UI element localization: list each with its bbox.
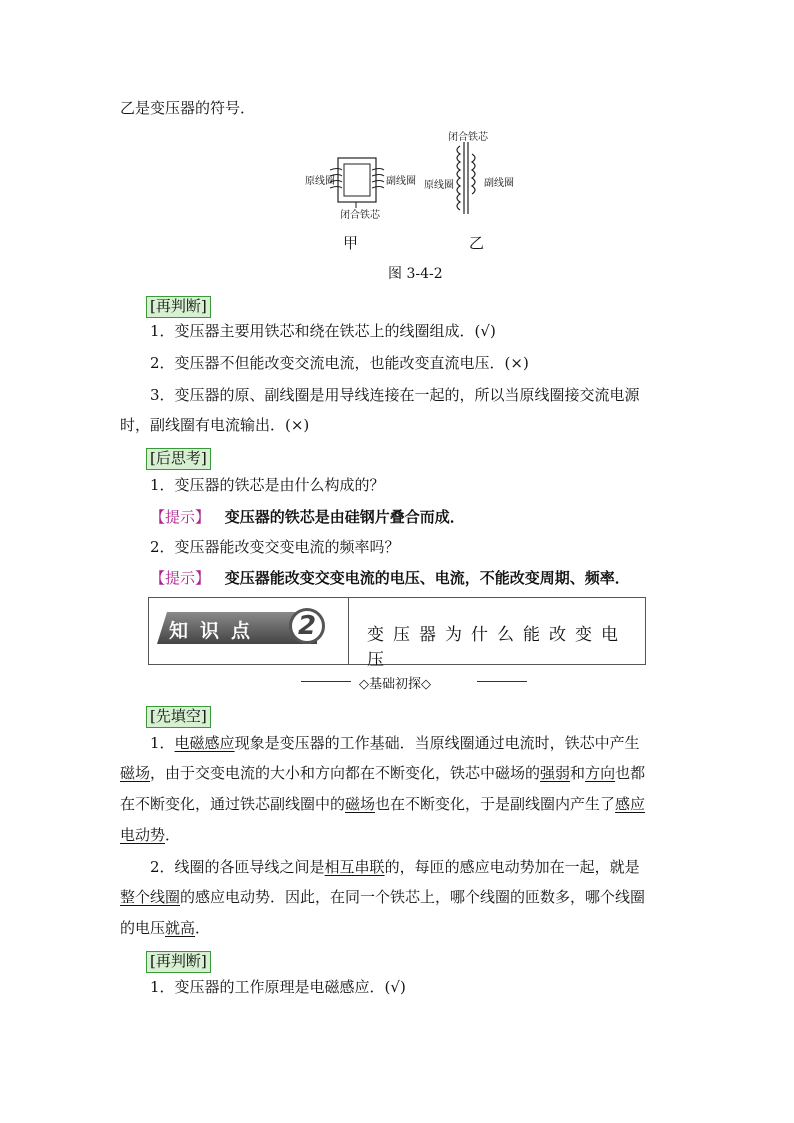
fill-p2-line1: 2．线圈的各匝导线之间是相互串联的，每匝的感应电动势加在一起，就是 xyxy=(150,858,640,876)
core-label-b: 闭合铁芯 xyxy=(448,132,488,143)
sub-header xyxy=(301,673,527,692)
secondary-coil-label: 副线圈 xyxy=(386,176,416,187)
primary-coil-label-b: 原线圈 xyxy=(424,180,454,191)
judge-tag: [再判断] xyxy=(146,296,211,318)
fill-p1-line4: 电动势． xyxy=(120,826,181,844)
figure-sub-a: 甲 xyxy=(343,234,359,252)
think-answer-2: 变压器能改变交变电流的电压、电流，不能改变周期、频率． xyxy=(224,569,630,587)
section-title: 变压器为什么能改变电压 xyxy=(367,625,627,670)
core-label: 闭合铁芯 xyxy=(340,210,380,221)
judge2-item-1: 1．变压器的工作原理是电磁感应．(√) xyxy=(150,978,406,996)
fill-p1-line1: 1．电磁感应现象是变压器的工作基础．当原线圈通过电流时，铁芯中产生 xyxy=(150,734,640,752)
judge2-tag: [再判断] xyxy=(146,951,211,973)
figure-caption: 图 3-4-2 xyxy=(388,266,443,282)
judge-item-3: 3．变压器的原、副线圈是用导线连接在一起的，所以当原线圈接交流电源 xyxy=(150,386,640,404)
judge-item-3-cont: 时，副线圈有电流输出．(×) xyxy=(120,416,310,434)
fill-p1-line2: 磁场，由于交变电流的大小和方向都在不断变化，铁芯中磁场的强弱和方向也都 xyxy=(120,764,646,782)
figure-sub-b: 乙 xyxy=(469,234,485,252)
fill-p2-line2: 整个线圈的感应电动势．因此，在同一个铁芯上，哪个线圈的匝数多，哪个线圈 xyxy=(120,888,646,906)
sub-header-text: ◇基础初探◇ xyxy=(359,677,431,692)
knowledge-point-number: 2 xyxy=(289,608,325,644)
sub-header-rule-right xyxy=(477,681,527,682)
knowledge-point-label: 知识点 xyxy=(169,620,263,642)
fill-p1-line3: 在不断变化，通过铁芯副线圈中的磁场也在不断变化，于是副线圈内产生了感应 xyxy=(120,795,646,813)
fill-tag: [先填空] xyxy=(146,706,211,728)
hint-label-2: 【提示】 xyxy=(150,569,211,587)
hint-label-1: 【提示】 xyxy=(150,508,211,526)
think-answer-1: 变压器的铁芯是由硅钢片叠合而成． xyxy=(224,508,465,526)
primary-coil-label: 原线圈 xyxy=(305,176,335,187)
knowledge-point-header xyxy=(148,597,646,670)
fill-p2-line3: 的电压就高． xyxy=(120,919,211,937)
intro-text: 乙是变压器的符号． xyxy=(120,99,256,117)
think-tag: [后思考] xyxy=(146,448,211,470)
secondary-coil-label-b: 副线圈 xyxy=(484,178,514,189)
judge-item-1: 1．变压器主要用铁芯和绕在铁芯上的线圈组成．(√) xyxy=(150,322,496,340)
knowledge-point-badge xyxy=(149,598,349,664)
think-question-2: 2．变压器能改变交变电流的频率吗？ xyxy=(150,538,400,556)
judge-item-2: 2．变压器不但能改变交流电流，也能改变直流电压．(×) xyxy=(150,354,529,372)
think-question-1: 1．变压器的铁芯是由什么构成的？ xyxy=(150,476,385,494)
sub-header-rule-left xyxy=(301,681,351,682)
